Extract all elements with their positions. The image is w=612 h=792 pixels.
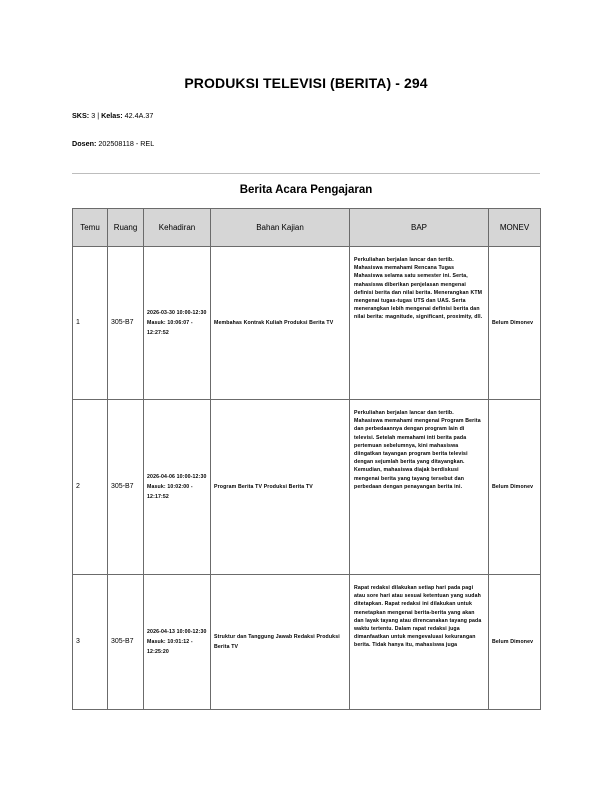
sks-label: SKS: (72, 111, 90, 120)
header-bahan-kajian: Bahan Kajian (211, 209, 350, 247)
kelas-value: 42.4A.37 (124, 111, 154, 120)
sks-kelas-line (72, 111, 153, 120)
cell-monev: Belum Dimonev (489, 400, 541, 575)
table-row (73, 400, 541, 575)
course-title: PRODUKSI TELEVISI (BERITA) - 294 (184, 75, 428, 91)
cell-bap: Perkuliahan berjalan lancar dan tertib. Mahasiswa memahami Rencana Tugas Mahasiswa selama satu semester ini. Serta, mahasiswa diberikan penjelasan mengenai definisi berita dan nilai berita. Menerangkan KTM mengenai tugas-tugas UTS dan UAS. Serta menerangkan lebih mengenai definisi berita dan nilai berita: magnitude, significant, proximity, dll. (350, 247, 489, 400)
sks-value: 3 (91, 111, 96, 120)
dosen-line (72, 139, 154, 148)
cell-monev: Belum Dimonev (489, 247, 541, 400)
cell-temu: 1 (73, 247, 108, 400)
header-bap: BAP (350, 209, 489, 247)
dosen-value: 202508118 - REL (98, 139, 155, 148)
cell-ruang: 305-B7 (108, 575, 144, 710)
kelas-label: Kelas: (101, 111, 123, 120)
cell-temu: 3 (73, 575, 108, 710)
table-header-row (73, 209, 541, 247)
cell-kehadiran: 2026-03-30 10:00-12:30 Masuk: 10:06:07 - 12:27:52 (144, 247, 211, 400)
cell-bahan-kajian: Program Berita TV Produksi Berita TV (211, 400, 350, 575)
cell-bap: Perkuliahan berjalan lancar dan tertib. Mahasiswa memahami mengenai Program Berita dan perbedaannya dengan program lain di televisi. Setelah memahami inti berita pada pertemuan sebelumnya, kini mahasiswa diingatkan tayangan program berita televisi dengan sejumlah berita yang ditayangkan. Kemudian, mahasiswa diajak berdiskusi mengenai berita yang tayang tersebut dan perbedaan dengan penayangan berita ini. (350, 400, 489, 575)
section-title: Berita Acara Pengajaran (239, 184, 373, 196)
cell-kehadiran: 2026-04-06 10:00-12:30 Masuk: 10:02:00 - 12:17:52 (144, 400, 211, 575)
cell-bahan-kajian: Struktur dan Tanggung Jawab Redaksi Produksi Berita TV (211, 575, 350, 710)
header-kehadiran: Kehadiran (144, 209, 211, 247)
cell-bahan-kajian: Membahas Kontrak Kuliah Produksi Berita TV (211, 247, 350, 400)
cell-temu: 2 (73, 400, 108, 575)
cell-bap: Rapat redaksi dilakukan setiap hari pada pagi atau sore hari atau sesuai ketentuan yang sudah ditetapkan. Rapat redaksi ini dilakukan untuk menetapkan mengenai berita-berita yang akan dan layak tayang atau direncanakan tayang pada waktu tertentu. Dalam rapat redaksi juga dimanfaatkan untuk mengevaluasi kekurangan berita. Tidak hanya itu, mahasiswa juga (350, 575, 489, 710)
table-row (73, 575, 541, 710)
cell-ruang: 305-B7 (108, 400, 144, 575)
header-ruang: Ruang (108, 209, 144, 247)
dosen-label: Dosen: (72, 139, 97, 148)
bap-table (72, 208, 541, 710)
meta-separator: | (97, 111, 100, 120)
cell-kehadiran: 2026-04-13 10:00-12:30 Masuk: 10:01:12 - 12:25:20 (144, 575, 211, 710)
cell-monev: Belum Dimonev (489, 575, 541, 710)
header-monev: MONEV (489, 209, 541, 247)
table-row (73, 247, 541, 400)
cell-ruang: 305-B7 (108, 247, 144, 400)
header-temu: Temu (73, 209, 108, 247)
divider (72, 173, 540, 174)
